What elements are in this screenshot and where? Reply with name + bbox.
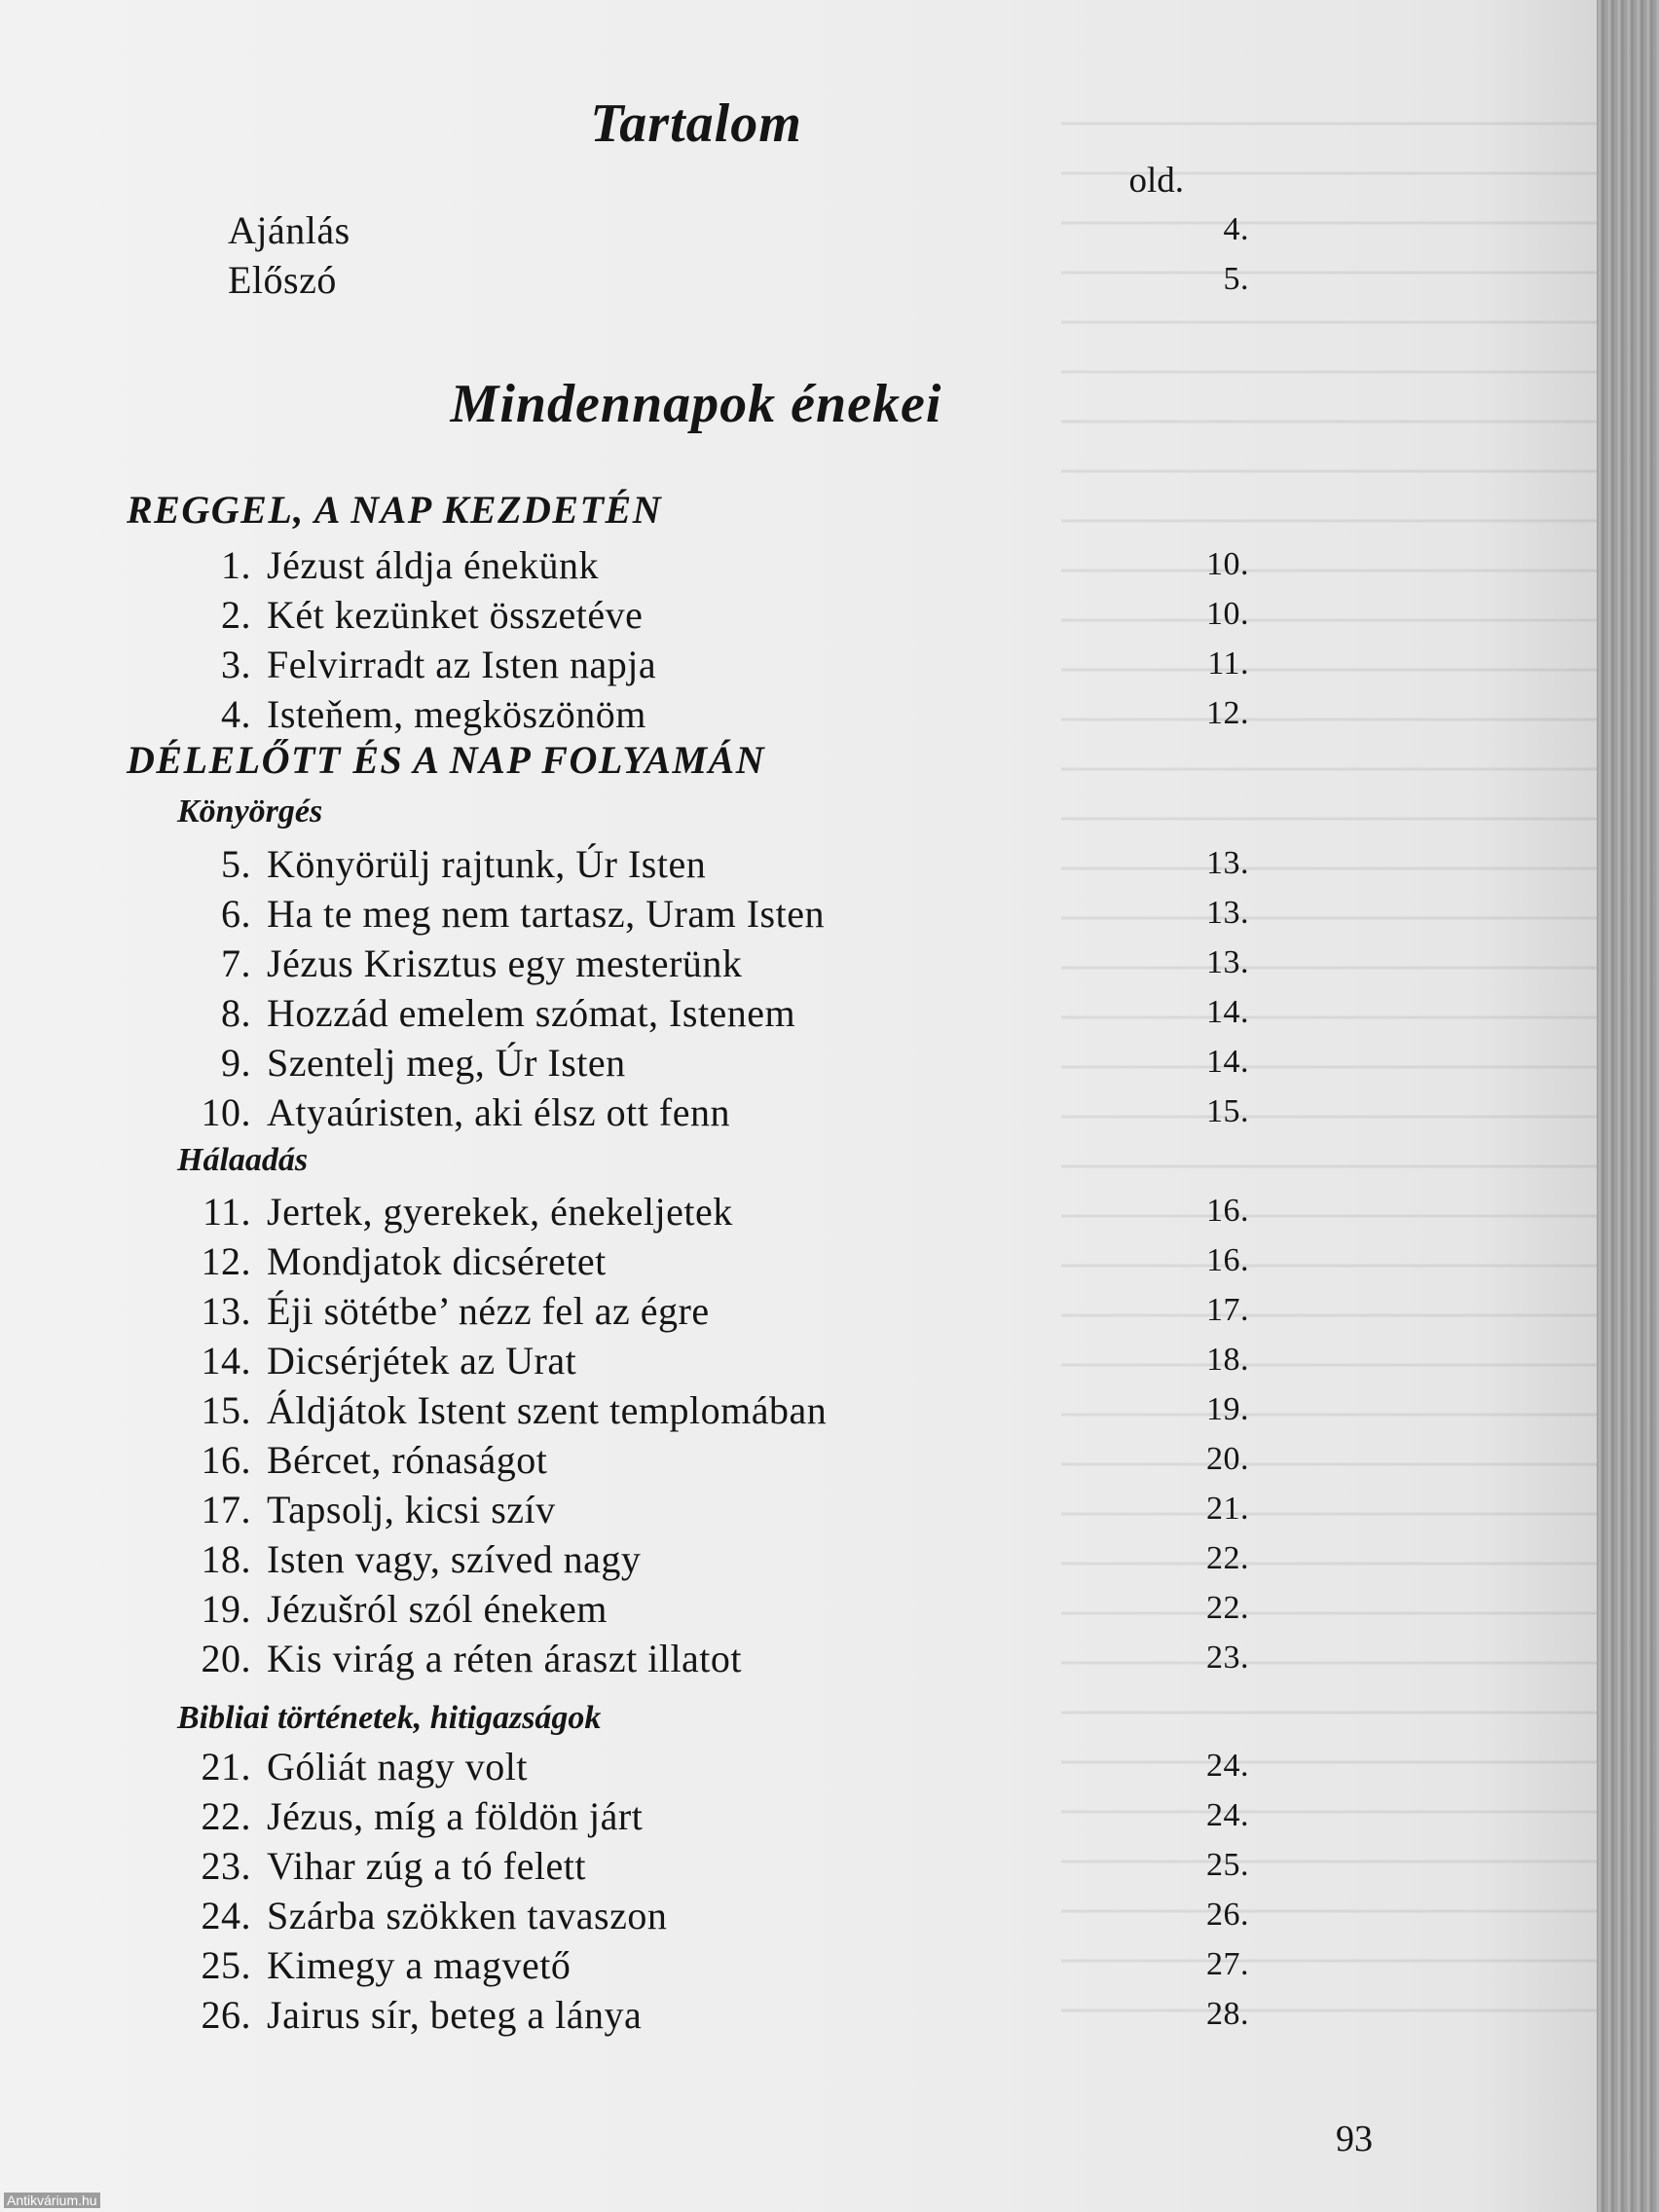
entry-title: Szentelj meg, Úr Isten [267, 1041, 626, 1085]
entry-page: 25. [1206, 1847, 1249, 1883]
entry-page: 27. [1206, 1946, 1249, 1982]
entry-page: 28. [1206, 1996, 1249, 2032]
entry-title: Vihar zúg a tó felett [267, 1844, 586, 1888]
entry-title: Jézust áldja énekünk [267, 543, 599, 587]
entry-number: 7. [221, 941, 251, 985]
entry-title: Hozzád emelem szómat, Istenem [267, 991, 796, 1035]
chapter-heading: REGGEL, A NAP KEZDETÉN [127, 488, 663, 532]
watermark-label: Antikvárium.hu [4, 2193, 100, 2208]
entry-title: Mondjatok dicséretet [267, 1239, 607, 1283]
entry-title: Bércet, rónaságot [267, 1438, 548, 1482]
page-number: 93 [1336, 2119, 1373, 2159]
entry-page: 20. [1206, 1441, 1249, 1477]
section-title: Mindennapok énekei [450, 374, 942, 434]
toc-entry [0, 542, 1256, 591]
entry-title: Dicsérjétek az Urat [267, 1339, 577, 1382]
entry-page: 24. [1206, 1797, 1249, 1833]
entry-number: 5. [221, 842, 251, 886]
entry-page: 14. [1206, 994, 1249, 1030]
toc-entry [0, 990, 1256, 1039]
entry-title: Atyaúristen, aki élsz ott fenn [267, 1090, 730, 1134]
entry-page: 10. [1206, 596, 1249, 632]
entry-page: 11. [1207, 645, 1249, 682]
toc-entry [0, 1992, 1256, 2041]
subheading: Bibliai történetek, hitigazságok [177, 1700, 602, 1736]
entry-title: Ajánlás [228, 208, 350, 252]
entry-number: 21. [201, 1745, 251, 1788]
toc-entry [0, 642, 1256, 690]
entry-title: Jairus sír, beteg a lánya [267, 1993, 643, 2037]
entry-number: 16. [201, 1438, 251, 1482]
entry-number: 26. [201, 1993, 251, 2037]
entry-page: 18. [1206, 1342, 1249, 1378]
toc-entry [0, 891, 1256, 940]
entry-page: 16. [1206, 1242, 1249, 1278]
entry-page: 22. [1206, 1540, 1249, 1576]
entry-number: 24. [201, 1894, 251, 1937]
entry-title: Jézus, míg a földön járt [267, 1794, 644, 1838]
toc-entry [0, 1793, 1256, 1842]
entry-number: 19. [201, 1587, 251, 1631]
toc-entry [0, 1536, 1256, 1585]
entry-title: Éji sötétbe’ nézz fel az égre [267, 1289, 710, 1333]
entry-number: 10. [201, 1090, 251, 1134]
toc-entry [0, 1338, 1256, 1386]
entry-title: Jertek, gyerekek, énekeljetek [267, 1190, 733, 1234]
toc-entry [0, 1586, 1256, 1635]
entry-number: 3. [221, 643, 251, 686]
toc-entry [0, 1288, 1256, 1337]
toc-entry [0, 1636, 1256, 1684]
entry-title: Kimegy a magvető [267, 1943, 571, 1987]
toc-entry [0, 1893, 1256, 1941]
toc-entry [0, 1189, 1256, 1237]
entry-page: 10. [1206, 546, 1249, 582]
toc-entry [0, 1843, 1256, 1892]
entry-page: 14. [1206, 1044, 1249, 1080]
toc-entry [0, 1437, 1256, 1486]
entry-number: 22. [201, 1794, 251, 1838]
entry-page: 22. [1206, 1590, 1249, 1626]
entry-title: Szárba szökken tavaszon [267, 1894, 668, 1937]
toc-entry [0, 1744, 1256, 1792]
subheading: Könyörgés [177, 793, 323, 830]
toc-entry [0, 940, 1256, 989]
toc-entry [0, 1487, 1256, 1535]
entry-page: 13. [1206, 944, 1249, 980]
entry-number: 15. [201, 1388, 251, 1432]
entry-page: 15. [1206, 1093, 1249, 1129]
entry-page: 17. [1206, 1292, 1249, 1328]
entry-number: 11. [202, 1190, 251, 1234]
entry-page: 12. [1206, 695, 1249, 731]
subheading: Hálaadás [177, 1142, 309, 1178]
entry-title: Kis virág a réten áraszt illatot [267, 1637, 743, 1680]
entry-number: 14. [201, 1339, 251, 1382]
entry-number: 8. [221, 991, 251, 1035]
entry-page: 13. [1206, 895, 1249, 931]
entry-number: 6. [221, 892, 251, 936]
entry-page: 16. [1206, 1193, 1249, 1229]
entry-page: 19. [1206, 1391, 1249, 1427]
entry-title: Jézušról szól énekem [267, 1587, 608, 1631]
entry-number: 12. [201, 1239, 251, 1283]
entry-page: 5. [1223, 261, 1249, 297]
toc-intro-row [0, 207, 1256, 256]
entry-title: Könyörülj rajtunk, Úr Isten [267, 842, 707, 886]
toc-entry [0, 841, 1256, 890]
toc-intro-row [0, 257, 1256, 306]
entry-number: 23. [201, 1844, 251, 1888]
toc-entry [0, 1089, 1256, 1138]
entry-page: 26. [1206, 1897, 1249, 1933]
entry-title: Áldjátok Istent szent templomában [267, 1388, 828, 1432]
entry-number: 20. [201, 1637, 251, 1680]
contents-title: Tartalom [590, 93, 802, 154]
entry-page: 13. [1206, 845, 1249, 881]
entry-number: 17. [201, 1488, 251, 1531]
entry-number: 2. [221, 593, 251, 637]
entry-title: Tapsolj, kicsi szív [267, 1488, 556, 1531]
toc-entry [0, 1387, 1256, 1436]
entry-number: 9. [221, 1041, 251, 1085]
entry-title: Jézus Krisztus egy mesterünk [267, 941, 743, 985]
page-column-header: old. [1128, 161, 1184, 201]
entry-title: Két kezünket összetéve [267, 593, 644, 637]
entry-title: Isten vagy, szíved nagy [267, 1537, 642, 1581]
toc-entry [0, 1942, 1256, 1991]
entry-title: Előszó [228, 258, 337, 302]
chapter-heading: DÉLELŐTT ÉS A NAP FOLYAMÁN [127, 738, 766, 782]
toc-entry [0, 1040, 1256, 1088]
entry-title: Felvirradt az Isten napja [267, 643, 657, 686]
toc-entry [0, 691, 1256, 740]
entry-page: 4. [1223, 211, 1249, 247]
entry-page: 21. [1206, 1491, 1249, 1527]
toc-entry [0, 592, 1256, 641]
entry-number: 1. [221, 543, 251, 587]
entry-title: Ha te meg nem tartasz, Uram Isten [267, 892, 825, 936]
entry-number: 4. [221, 692, 251, 736]
entry-page: 23. [1206, 1640, 1249, 1676]
toc-entry [0, 1238, 1256, 1287]
entry-number: 13. [201, 1289, 251, 1333]
entry-number: 25. [201, 1943, 251, 1987]
entry-title: Góliát nagy volt [267, 1745, 528, 1788]
entry-number: 18. [201, 1537, 251, 1581]
entry-title: Isteňem, megköszönöm [267, 692, 646, 736]
entry-page: 24. [1206, 1748, 1249, 1784]
book-page-edge [1597, 0, 1659, 2212]
